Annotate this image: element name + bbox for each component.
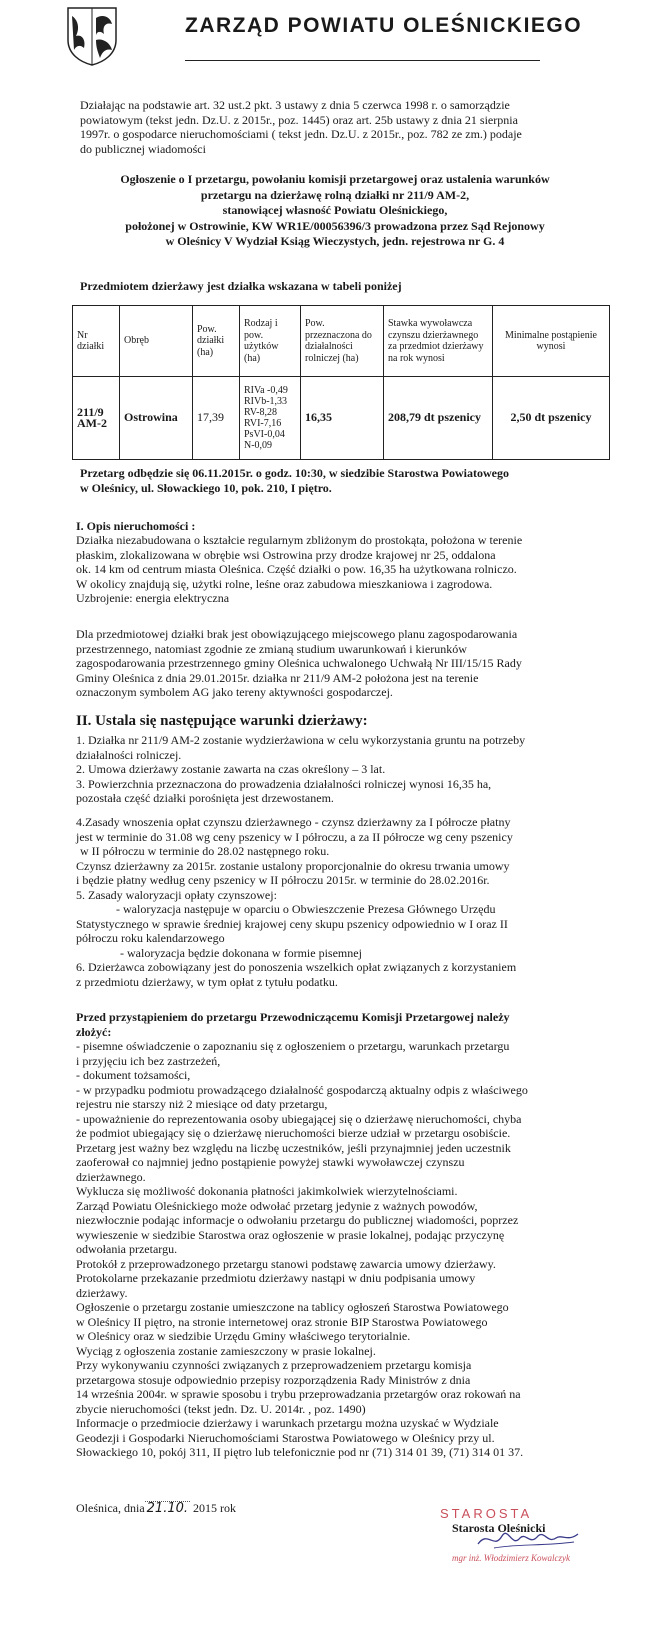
land-use-item: RV-8,28 — [244, 407, 278, 418]
text-line: W okolicy znajdują się, użytki rolne, leśne oraz zabudowa mieszkaniowa i zagrodowa. — [76, 576, 493, 591]
handwritten-date: 21.10. — [146, 1501, 189, 1516]
announcement-title — [70, 172, 600, 250]
zoning-paragraph — [76, 627, 606, 700]
text-line: i przyjęciu ich bez zastrzeżeń, — [76, 1053, 221, 1068]
intro-line: do publicznej wiadomości — [80, 141, 206, 156]
land-use-item: RVI-7,16 — [244, 418, 282, 429]
col-header: Stawka wywoławcza czynszu dzierżawnego za przedmiot dzierżawy na rok wynosi — [384, 306, 493, 377]
col-header: Obręb — [120, 306, 193, 377]
text-line: Słowackiego 10, pokój 311, II piętro lub telefonicznie pod nr (71) 314 01 39, (71) 314 01 37. — [76, 1445, 524, 1459]
text-line: zaoferował co najmniej jedno postąpienie powyżej stawki wywoławczej czynszu — [76, 1155, 465, 1169]
text-line: Przetarg jest ważny bez względu na liczbę uczestników, jeśli przynajmniej jeden uczestnik — [76, 1140, 511, 1155]
land-use-item: RIVb-1,33 — [244, 396, 288, 407]
text-line: niezwłocznie podając informacje o odwołaniu przetargu do publicznej wiadomości, poprzez — [76, 1213, 519, 1227]
col-header: Pow. przeznaczona do działalności rolniczej (ha) — [301, 306, 384, 377]
text-line: Informacje o przedmiocie dzierżawy i warunkach przetargu można uzyskać w Wydziale — [76, 1416, 499, 1430]
intro-line: 1997r. o gospodarce nieruchomościami ( tekst jedn. Dz.U. z 2015r., poz. 782 ze zm.) podaje — [80, 127, 522, 141]
text-line: Przy wykonywaniu czynności związanych z przeprowadzeniem przetargu komisja — [76, 1358, 472, 1372]
text-line: - waloryzacja następuje w oparciu o Obwieszczenie Prezesa Głównego Urzędu — [116, 902, 496, 916]
text-line: pozostała część działki porośnięta jest drzewostanem. — [76, 791, 334, 805]
text-line: Działka niezabudowana o kształcie regularnym zbliżonym do prostokąta, położona w terenie — [76, 533, 523, 547]
text-line: odwołania przetargu. — [76, 1242, 178, 1256]
tender-line: w Oleśnicy, ul. Słowackiego 10, pok. 210, I piętro. — [80, 481, 332, 495]
text-line: złożyć: — [76, 1024, 112, 1039]
text-line: 4.Zasady wnoszenia opłat czynszu dzierżawnego - czynsz dzierżawny za I półrocze płatny — [76, 815, 511, 829]
text-line: - w przypadku podmiotu prowadzącego działalność gospodarczą aktualny odpis z właściwego — [76, 1082, 528, 1097]
signatory-title: Starosta Oleśnicki — [452, 1521, 546, 1535]
authority-title: ZARZĄD POWIATU OLEŚNICKIEGO — [185, 14, 583, 37]
tender-info — [80, 466, 509, 496]
section2-rent-terms — [76, 815, 606, 989]
text-line: przetargowa stosuje odpowiednio przepisy rozporządzenia Rady Ministrów z dnia — [76, 1372, 471, 1387]
official-stamp: STAROSTA — [440, 1506, 533, 1521]
text-line: 6. Dzierżawca zobowiązany jest do ponoszenia wszelkich opłat związanych z korzystaniem — [76, 960, 517, 974]
text-line: jest w terminie do 31.08 wg ceny pszenicy w I półroczu, a za II półrocze wg ceny pszenicy — [76, 829, 513, 844]
col-header: Rodzaj i pow. użytków (ha) — [240, 306, 301, 377]
date-year: 2015 rok — [193, 1501, 237, 1515]
place-date-prefix: Oleśnica, dnia — [76, 1501, 145, 1515]
table-header-row — [73, 306, 610, 377]
text-line: 14 września 2004r. w sprawie sposobu i trybu przeprowadzania przetargów oraz rokowań na — [76, 1387, 521, 1401]
land-use-item: PsVI-0,04 — [244, 429, 285, 440]
table-intro: Przedmiotem dzierżawy jest działka wskazana w tabeli poniżej — [80, 279, 402, 293]
cell-obreb: Ostrowina — [120, 377, 193, 460]
section2-heading: II. Ustala się następujące warunki dzierżawy: — [76, 713, 368, 729]
text-line: - pisemne oświadczenie o zapoznaniu się z ogłoszeniem o przetargu, warunkach przetargu — [76, 1039, 510, 1053]
text-line: Protokół z przeprowadzonego przetargu stanowi podstawę zawarcia umowy dzierżawy. — [76, 1256, 496, 1271]
text-line: w Oleśnicy oraz w siedzibie Urzędu Gminy właściwego terytorialnie. — [76, 1329, 411, 1343]
signature-name: mgr inż. Włodzimierz Kowalczyk — [452, 1553, 570, 1563]
section1-description — [76, 533, 606, 606]
text-line: zagospodarowania przestrzennego gminy Oleśnica uchwalonego Uchwałą Nr III/15/15 Rady — [76, 656, 522, 670]
text-line: Uzbrojenie: energia elektryczna — [76, 591, 230, 605]
text-line: - waloryzacja będzie dokonana w formie pisemnej — [120, 945, 362, 960]
place-date — [76, 1501, 236, 1517]
requirements-list — [76, 1039, 606, 1460]
text-line: dzierżawy. — [76, 1285, 128, 1300]
table-row — [73, 377, 610, 460]
col-header: Pow. działki (ha) — [193, 306, 240, 377]
col-header: Minimalne postąpienie wynosi — [493, 306, 610, 377]
header-rule — [185, 60, 540, 61]
text-line: oznaczonym symbolem AG jako tereny aktywności gospodarczej. — [76, 685, 393, 699]
text-line: że podmiot ubiegający się o dzierżawę nieruchomości bierze udział w przetargu osobiście. — [76, 1126, 511, 1140]
cell-starting-rent: 208,79 dt pszenicy — [384, 377, 493, 460]
announcement-line: stanowiącej własność Powiatu Oleśnickiego, — [222, 203, 448, 217]
tender-line: Przetarg odbędzie się 06.11.2015r. o godz. 10:30, w siedzibie Starostwa Powiatowego — [80, 466, 509, 480]
text-line: przestrzennego, natomiast zgodnie ze zmianą studium uwarunkowań i kierunków — [76, 641, 467, 656]
text-line: - upoważnienie do reprezentowania osoby ubiegającej się o dzierżawę nieruchomości, chyba — [76, 1111, 522, 1126]
cell-min-increment: 2,50 dt pszenicy — [493, 377, 610, 460]
handwritten-signature-icon — [474, 1524, 584, 1554]
text-line: Geodezji i Gospodarki Nieruchomościami Starostwa Powiatowego w Oleśnicy przy ul. — [76, 1430, 495, 1445]
text-line: rejestru nie starszy niż 2 miesiące od daty przetargu, — [76, 1097, 328, 1111]
text-line: 2. Umowa dzierżawy zostanie zawarta na czas określony – 3 lat. — [76, 762, 386, 776]
text-line: 3. Powierzchnia przeznaczona do prowadzenia działalności rolniczej wynosi 16,35 ha, — [76, 776, 492, 791]
text-line: Gminy Oleśnica z dnia 29.01.2015r. działka nr 211/9 AM-2 położona jest na terenie — [76, 670, 479, 685]
text-line: Dla przedmiotowej działki brak jest obowiązującego miejscowego planu zagospodarowania — [76, 627, 518, 641]
text-line: Ogłoszenie o przetargu zostanie umieszczone na tablicy ogłoszeń Starostwa Powiatowego — [76, 1300, 509, 1314]
requirements-heading — [76, 1010, 606, 1039]
cell-agri-area: 16,35 — [301, 377, 384, 460]
coat-of-arms-icon — [66, 6, 118, 66]
announcement-line: w Oleśnicy V Wydział Ksiąg Wieczystych, jedn. rejestrowa nr G. 4 — [165, 234, 505, 248]
text-line: ok. 14 km od centrum miasta Oleśnica. Część działki o pow. 16,35 ha użytkowana rolniczo. — [76, 562, 517, 576]
text-line: 1. Działka nr 211/9 AM-2 zostanie wydzierżawiona w celu wykorzystania gruntu na potrzeby — [76, 733, 526, 747]
text-line: płaskim, zlokalizowana w obrębie wsi Ostrowina przy drodze krajowej nr 25, oddalona — [76, 547, 496, 562]
text-line: wywieszenie w siedzibie Starostwa oraz ogłoszenie w prasie lokalnej, podając przyczynę — [76, 1227, 505, 1242]
text-line: w II półroczu w terminie do 28.02 następnego roku. — [80, 844, 330, 858]
text-line: Protokolarne przekazanie przedmiotu dzierżawy nastąpi w dniu podpisania umowy — [76, 1271, 476, 1285]
lease-table — [72, 305, 610, 460]
text-line: 5. Zasady waloryzacji opłaty czynszowej: — [76, 887, 277, 902]
text-line: działalności rolniczej. — [76, 747, 182, 762]
cell-nr: 211/9 AM-2 — [73, 377, 120, 460]
section1-heading: I. Opis nieruchomości : — [76, 519, 196, 533]
cell-area: 17,39 — [193, 377, 240, 460]
text-line: w Oleśnicy II piętro, na stronie internetowej oraz stronie BIP Starostwa Powiatowego — [76, 1314, 488, 1329]
text-line: Czynsz dzierżawny za 2015r. zostanie ustalony proporcjonalnie do okresu trwania umowy — [76, 858, 510, 873]
text-line: zbycie nieruchomości (tekst jedn. Dz. U. 2014r. , poz. 1490) — [76, 1401, 366, 1416]
text-line: Statystycznego w sprawie średniej krajowej ceny skupu pszenicy odpowiednio w I oraz II — [76, 916, 508, 931]
intro-line: Działając na podstawie art. 32 ust.2 pkt. 3 ustawy z dnia 5 czerwca 1998 r. o samorządzie — [80, 98, 510, 112]
land-use-item: RIVa -0,49 — [244, 385, 288, 396]
col-header: Nr działki — [73, 306, 120, 377]
announcement-line: Ogłoszenie o I przetargu, powołaniu komisji przetargowej oraz ustalenia warunków — [120, 172, 550, 186]
announcement-line: przetargu na dzierżawę rolną działki nr 211/9 AM-2, — [200, 187, 470, 202]
text-line: z przedmiotu dzierżawy, w tym opłat z tytułu podatku. — [76, 974, 338, 989]
text-line: i będzie płatny według ceny pszenicy w II półroczu 2015r. w terminie do 28.02.2016r. — [76, 873, 490, 887]
text-line: dzierżawnego. — [76, 1169, 146, 1184]
land-use-item: N-0,09 — [244, 440, 273, 451]
text-line: półroczu roku kalendarzowego — [76, 931, 225, 945]
section2-terms — [76, 733, 606, 806]
text-line: Przed przystąpieniem do przetargu Przewodniczącemu Komisji Przetargowej należy — [76, 1010, 510, 1024]
text-line: Zarząd Powiatu Oleśnickiego może odwołać przetarg jedynie z ważnych powodów, — [76, 1198, 478, 1213]
text-line: - dokument tożsamości, — [76, 1068, 191, 1082]
cell-land-use — [240, 377, 301, 460]
intro-line: powiatowym (tekst jedn. Dz.U. z 2015r., poz. 1445) oraz art. 25b ustawy z dnia 21 sierpnia — [80, 112, 518, 127]
intro-paragraph — [80, 98, 600, 156]
text-line: Wyklucza się możliwość dokonania płatności jakimkolwiek wierzytelnościami. — [76, 1184, 458, 1198]
announcement-line: położonej w Ostrowinie, KW WR1E/00056396/3 prowadzona przez Sąd Rejonowy — [125, 218, 545, 233]
text-line: Wyciąg z ogłoszenia zostanie zamieszczony w prasie lokalnej. — [76, 1343, 376, 1358]
